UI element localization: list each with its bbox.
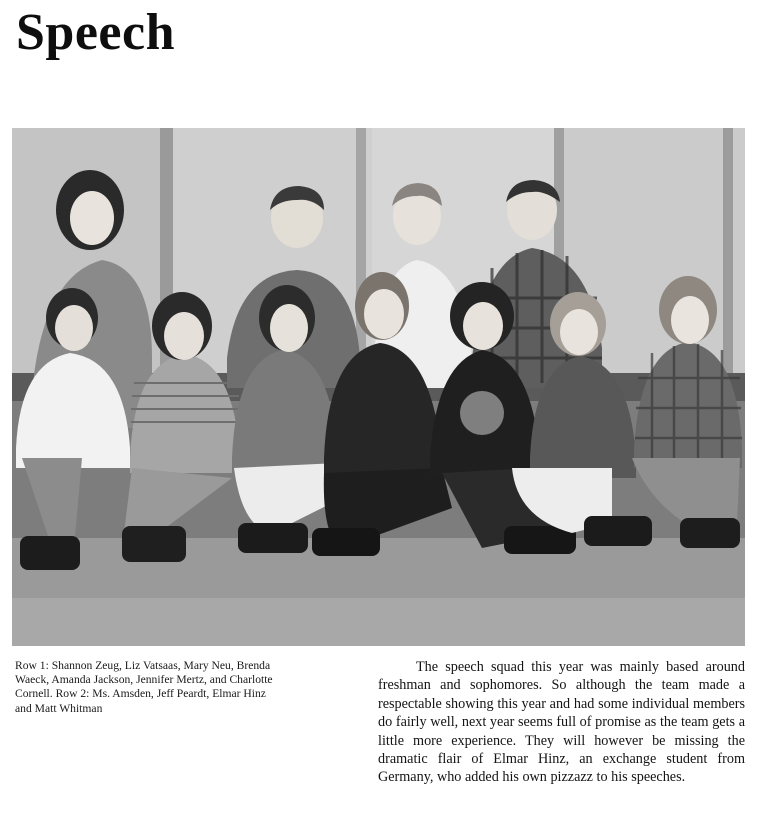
article-body: The speech squad this year was mainly based around freshman and sophomores. So although the team made a respectable showing this year and had some individual members do fairly well, next year seems full of promise as the team gets a little more experience. They will however be missing the dramatic flair of Elmar Hinz, an exchange student from Germany, who added his own pizzazz to his speeches. [378, 659, 745, 786]
person-front-1-face [55, 305, 93, 351]
person-front-1-shoes [20, 536, 80, 570]
person-front-5-shirt-logo [460, 391, 504, 435]
person-front-3-shoes [238, 523, 308, 553]
group-photo-illustration [12, 128, 745, 646]
person-front-4-face [364, 289, 404, 339]
person-front-2-shoes [122, 526, 186, 562]
person-front-7-shoes [680, 518, 740, 548]
photo-floor-shine [12, 598, 745, 646]
person-front-6-shoes [584, 516, 652, 546]
person-front-7-face [671, 296, 709, 344]
person-front-5-face [463, 302, 503, 350]
person-front-6-face [560, 309, 598, 355]
photo-pillar [723, 128, 733, 378]
person-front-2-face [164, 312, 204, 360]
group-photo [12, 128, 745, 646]
person-front-4-shoes [312, 528, 380, 556]
person-back-1-face [70, 191, 114, 245]
person-front-3-face [270, 304, 308, 352]
photo-caption: Row 1: Shannon Zeug, Liz Vatsaas, Mary Neu, Brenda Waeck, Amanda Jackson, Jennifer Mertz, and Charlotte Cornell. Row 2: Ms. Amsden, Jeff Peardt, Elmar Hinz and Matt Whitman [15, 659, 273, 715]
page-title: Speech [16, 4, 175, 61]
